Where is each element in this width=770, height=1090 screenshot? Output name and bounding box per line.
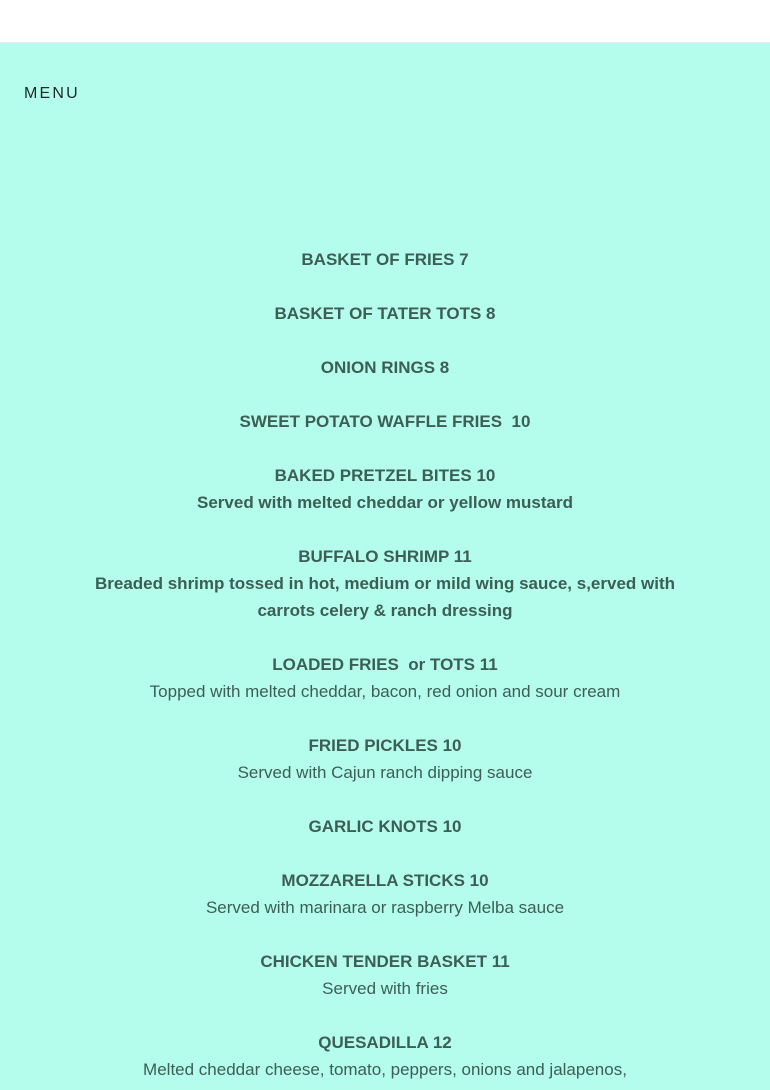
menu-item	[0, 651, 770, 705]
menu-item	[0, 813, 770, 840]
menu-item-description: Melted cheddar cheese, tomato, peppers, onions and jalapenos,	[143, 1060, 627, 1079]
menu-item-title: BAKED PRETZEL BITES 10	[274, 466, 496, 485]
menu-item	[0, 354, 770, 381]
menu-item-title: ONION RINGS 8	[320, 358, 450, 377]
menu-list	[0, 246, 770, 1090]
menu-item-title: GARLIC KNOTS 10	[308, 817, 462, 836]
menu-item-title: FRIED PICKLES 10	[308, 736, 462, 755]
menu-item	[0, 1029, 770, 1083]
menu-item	[0, 543, 770, 624]
menu-item-description: Served with fries	[322, 979, 448, 998]
menu-item-description: Breaded shrimp tossed in hot, medium or mild wing sauce, s,erved with carrots celery & ranch dressing	[94, 574, 675, 620]
menu-item-title: SWEET POTATO WAFFLE FRIES 10	[239, 412, 531, 431]
menu-item	[0, 867, 770, 921]
menu-item	[0, 408, 770, 435]
menu-item-description: Served with Cajun ranch dipping sauce	[237, 763, 533, 782]
menu-item	[0, 462, 770, 516]
menu-item-title: QUESADILLA 12	[318, 1033, 452, 1052]
menu-item-title: BUFFALO SHRIMP 11	[298, 547, 472, 566]
menu-nav-button[interactable]: MENU	[24, 85, 80, 102]
menu-page	[0, 43, 770, 1090]
menu-item	[0, 300, 770, 327]
top-bar	[0, 0, 770, 43]
menu-item-title: LOADED FRIES or TOTS 11	[272, 655, 498, 674]
menu-item	[0, 948, 770, 1002]
menu-item	[0, 732, 770, 786]
menu-item-title: MOZZARELLA STICKS 10	[281, 871, 489, 890]
menu-item	[0, 246, 770, 273]
menu-item-title: BASKET OF TATER TOTS 8	[274, 304, 496, 323]
menu-item-description: Topped with melted cheddar, bacon, red onion and sour cream	[149, 682, 621, 701]
menu-item-title: BASKET OF FRIES 7	[301, 250, 469, 269]
menu-item-description: Served with melted cheddar or yellow mustard	[197, 493, 573, 512]
menu-item-title: CHICKEN TENDER BASKET 11	[260, 952, 510, 971]
menu-item-description: Served with marinara or raspberry Melba sauce	[205, 898, 565, 917]
